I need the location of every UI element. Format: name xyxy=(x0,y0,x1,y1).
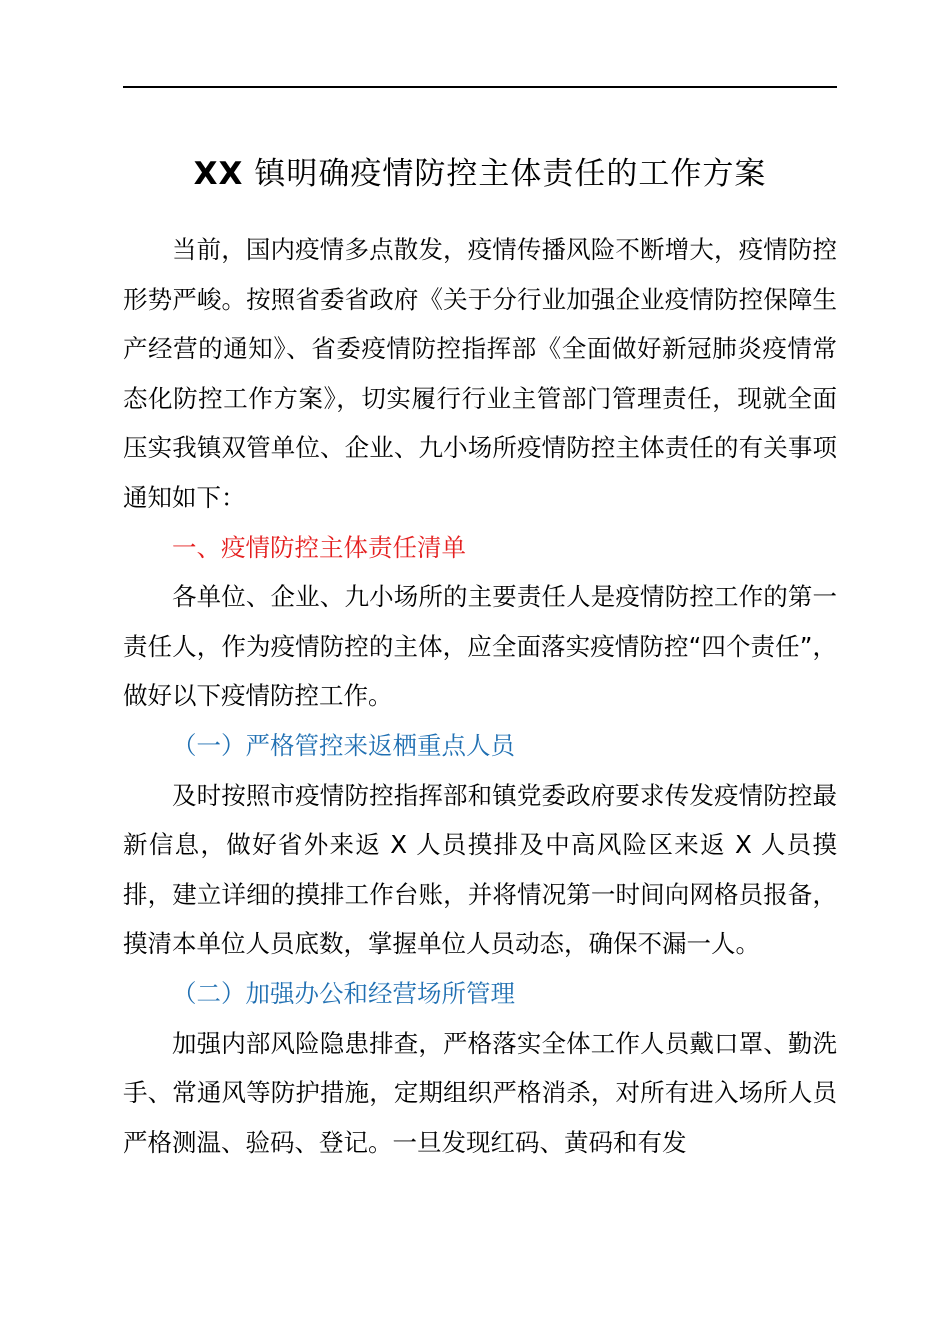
subsection-heading-1: （一）严格管控来返栖重点人员 xyxy=(172,730,515,760)
section-1-paragraph: 各单位、企业、九小场所的主要责任人是疫情防控工作的第一责任人，作为疫情防控的主体，应全面落实疫情防控“四个责任”，做好以下疫情防控工作。 xyxy=(123,582,837,711)
title-prefix: XX xyxy=(193,156,244,192)
subsection-heading-2: （二）加强办公和经营场所管理 xyxy=(172,978,515,1008)
intro-paragraph: 当前，国内疫情多点散发，疫情传播风险不断增大，疫情防控形势严峻。按照省委省政府《关于分行业加强企业疫情防控保障生产经营的通知》、省委疫情防控指挥部《全面做好新冠肺炎疫情常态化防控工作方案》，切实履行行业主管部门管理责任，现就全面压实我镇双管单位、企业、九小场所疫情防控主体责任的有关事项通知如下： xyxy=(123,235,837,512)
title-main: 镇明确疫情防控主体责任的工作方案 xyxy=(254,156,767,192)
header-rule xyxy=(123,86,837,88)
subsection-2-paragraph: 加强内部风险隐患排查，严格落实全体工作人员戴口罩、勤洗手、常通风等防护措施，定期组织严格消杀，对所有进入场所人员严格测温、验码、登记。一旦发现红码、黄码和有发 xyxy=(123,1028,837,1157)
subsection-1-paragraph: 及时按照市疫情防控指挥部和镇党委政府要求传发疫情防控最新信息，做好省外来返 X 人员摸排及中高风险区来返 X 人员摸排，建立详细的摸排工作台账，并将情况第一时间向网格员报备，摸清本单位人员底数，掌握单位人员动态，确保不漏一人。 xyxy=(123,780,837,959)
document-body xyxy=(123,225,837,1167)
document-title xyxy=(123,146,837,202)
section-heading-1: 一、疫情防控主体责任清单 xyxy=(172,532,466,562)
